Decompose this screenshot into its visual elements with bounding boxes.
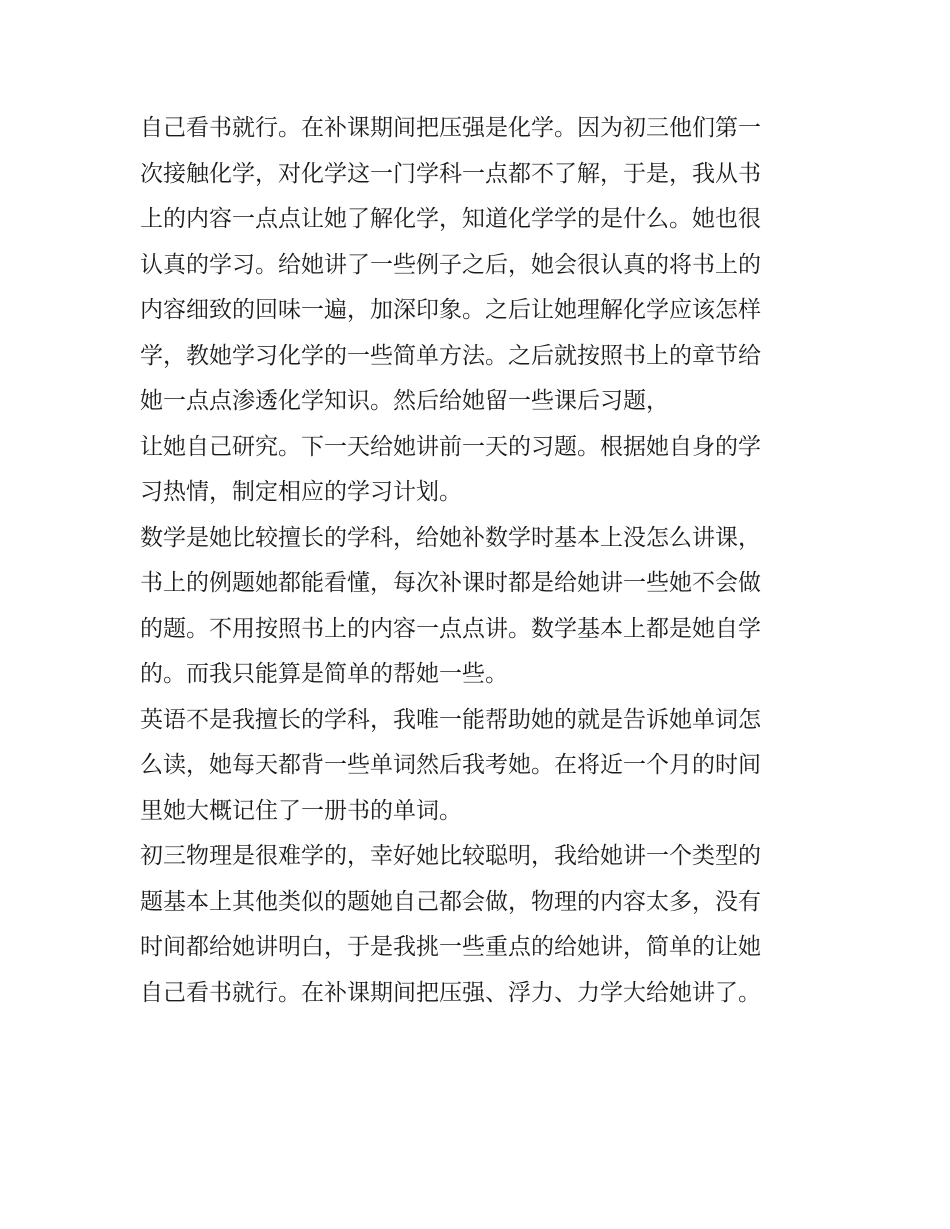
text-line: 的题。不用按照书上的内容一点点讲。数学基本上都是她自学 — [140, 615, 761, 642]
text-line: 里她大概记住了一册书的单词。 — [140, 797, 462, 824]
text-line: 题基本上其他类似的题她自己都会做，物理的内容太多，没有 — [140, 888, 761, 915]
text-line: 初三物理是很难学的，幸好她比较聪明，我给她讲一个类型的 — [140, 843, 761, 869]
text-line: 让她自己研究。下一天给她讲前一天的习题。根据她自身的学 — [140, 433, 761, 460]
body-text — [140, 106, 830, 1016]
text-line: 内容细致的回味一遍，加深印象。之后让她理解化学应该怎样 — [140, 297, 761, 323]
text-line: 的。而我只能算是简单的帮她一些。 — [140, 661, 508, 687]
text-line: 数学是她比较擅长的学科，给她补数学时基本上没怎么讲课， — [140, 524, 761, 551]
text-line: 认真的学习。给她讲了一些例子之后，她会很认真的将书上的 — [140, 251, 761, 278]
text-line: 次接触化学，对化学这一门学科一点都不了解，于是，我从书 — [140, 160, 761, 187]
text-line: 习热情，制定相应的学习计划。 — [140, 479, 462, 505]
text-line: 书上的例题她都能看懂，每次补课时都是给她讲一些她不会做 — [140, 570, 761, 596]
text-line: 上的内容一点点让她了解化学，知道化学学的是什么。她也很 — [140, 206, 761, 232]
text-line: 时间都给她讲明白，于是我挑一些重点的给她讲，简单的让她 — [140, 934, 761, 960]
text-line: 么读，她每天都背一些单词然后我考她。在将近一个月的时间 — [140, 752, 761, 778]
text-line: 她一点点渗透化学知识。然后给她留一些课后习题， — [140, 388, 669, 414]
text-line: 自己看书就行。在补课期间把压强是化学。因为初三他们第一 — [140, 115, 761, 141]
text-line: 自己看书就行。在补课期间把压强、浮力、力学大给她讲了。 — [140, 979, 761, 1006]
text-line: 英语不是我擅长的学科，我唯一能帮助她的就是告诉她单词怎 — [140, 706, 761, 733]
text-line: 学，教她学习化学的一些简单方法。之后就按照书上的章节给 — [140, 342, 761, 369]
